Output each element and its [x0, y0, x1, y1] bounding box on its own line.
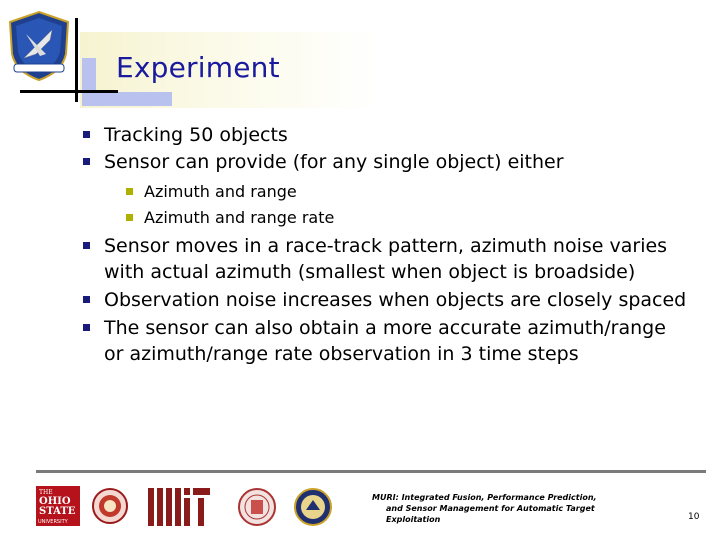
svg-text:UNIVERSITY: UNIVERSITY	[38, 519, 68, 525]
svg-text:THE: THE	[39, 489, 53, 496]
bullet-item	[80, 287, 690, 313]
square-bullet-icon	[83, 296, 90, 303]
square-bullet-icon	[83, 131, 90, 138]
footer-divider	[36, 470, 706, 473]
square-bullet-icon	[126, 214, 133, 221]
footer-line-3: Exploitation	[386, 515, 441, 524]
square-bullet-icon	[83, 242, 90, 249]
bullet-text: Tracking 50 objects	[104, 124, 288, 146]
square-bullet-icon	[83, 158, 90, 165]
bullet-text: The sensor can also obtain a more accurate azimuth/range or azimuth/range rate observation in 3 time steps	[104, 317, 666, 365]
sub-bullet-item	[120, 179, 690, 205]
bullet-text: Sensor can provide (for any single object) either	[104, 151, 564, 173]
sub-bullet-text: Azimuth and range	[144, 182, 297, 201]
svg-text:OHIO: OHIO	[39, 496, 71, 507]
bullet-item	[80, 233, 690, 285]
university-seal-logo	[294, 488, 332, 526]
bullet-text: Observation noise increases when objects are closely spaced	[104, 289, 687, 311]
bullet-text: Sensor moves in a race-track pattern, azimuth noise varies with actual azimuth (smallest when object is broadside)	[104, 235, 668, 283]
slide-title: Experiment	[116, 51, 280, 84]
sub-bullet-item	[120, 205, 690, 231]
bullet-item	[80, 315, 690, 367]
footer-caption	[372, 492, 642, 525]
bullet-item	[80, 149, 690, 175]
square-bullet-icon	[126, 188, 133, 195]
square-bullet-icon	[83, 324, 90, 331]
footer-line-1: MURI: Integrated Fusion, Performance Prediction,	[372, 493, 597, 502]
page-number: 10	[688, 512, 700, 522]
bullet-item	[80, 122, 690, 148]
title-accent-horizontal	[82, 92, 172, 106]
university-seal-logo	[92, 488, 128, 524]
sub-bullet-text: Azimuth and range rate	[144, 208, 335, 227]
mit-logo	[148, 488, 210, 526]
svg-text:STATE: STATE	[39, 506, 76, 517]
bullet-list	[80, 122, 690, 367]
air-force-crest-logo	[6, 10, 72, 82]
university-seal-logo	[238, 488, 276, 526]
ohio-state-logo	[36, 486, 80, 526]
footer-line-2: and Sensor Management for Automatic Target	[386, 504, 595, 513]
title-divider-horizontal	[20, 90, 118, 93]
